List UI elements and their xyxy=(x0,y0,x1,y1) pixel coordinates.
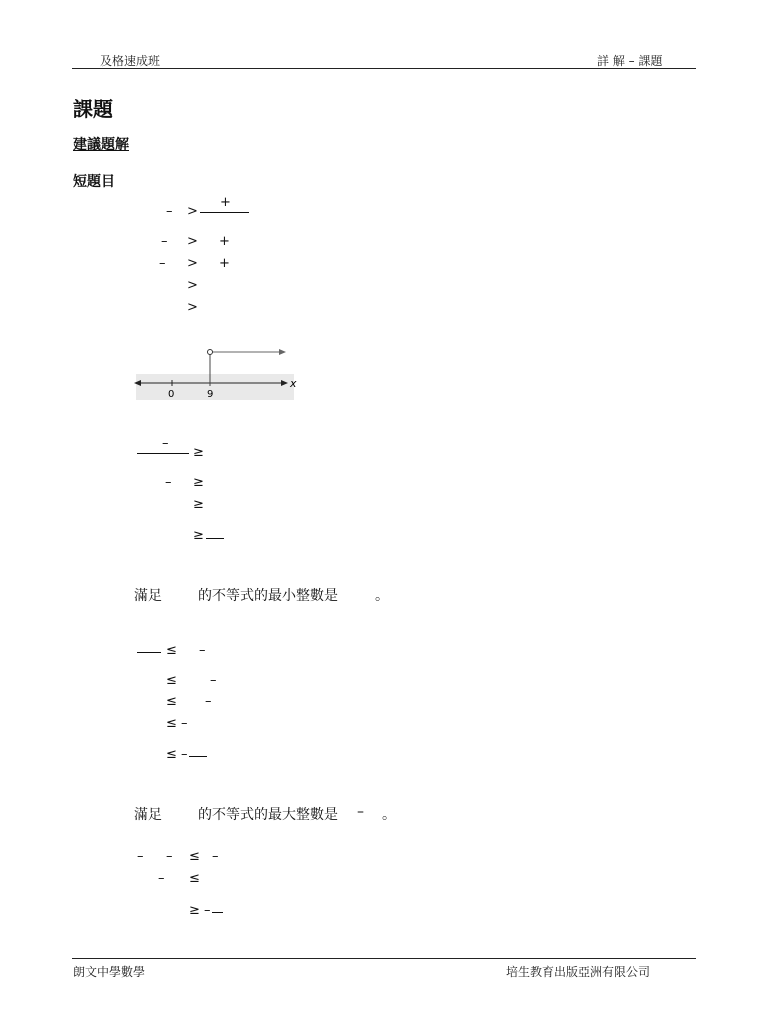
number-line-diagram xyxy=(134,340,300,402)
p3-row2-le: ≤ xyxy=(166,673,177,688)
page-title: 課題 xyxy=(73,97,113,121)
p1-row1-fraction-bar xyxy=(200,212,249,213)
section-subtitle: 建議題解 xyxy=(73,137,129,153)
p2-row1-fraction-bar xyxy=(137,453,189,454)
p2-row4-fraction-bar xyxy=(206,538,224,539)
footer-left: 朗文中學數學 xyxy=(73,965,146,979)
tick-label-0: 0 xyxy=(168,389,175,400)
p2-row1-ge: ≥ xyxy=(193,445,204,460)
header-rule xyxy=(72,68,696,69)
p2-answer-prefix: 滿足 xyxy=(134,588,162,604)
p3-answer-neg: – xyxy=(357,804,364,820)
header-right: 詳 解 – 課題 xyxy=(597,54,663,68)
p4-row2-le: ≤ xyxy=(189,871,200,886)
p1-row1-gt: > xyxy=(187,204,198,219)
p3-row3-le: ≤ xyxy=(166,694,177,709)
p1-row3-plus: + xyxy=(219,256,230,271)
p1-row1-frac-num: + xyxy=(220,195,231,210)
p1-row4-gt: > xyxy=(187,278,198,293)
p3-row1-fraction-bar xyxy=(137,652,161,653)
p2-row2-ge: ≥ xyxy=(193,475,204,490)
p2-answer-text: 的不等式的最小整數是 xyxy=(198,588,338,604)
p1-row1-minus: – xyxy=(166,204,173,219)
footer-rule xyxy=(72,958,696,959)
tick-label-9: 9 xyxy=(207,389,214,400)
header-left: 及格速成班 xyxy=(100,54,161,68)
p3-row5-le: ≤ – xyxy=(166,747,188,762)
p1-row2-plus: + xyxy=(219,234,230,249)
p3-answer-text: 的不等式的最大整數是 xyxy=(198,807,338,823)
p2-answer-end: 。 xyxy=(375,588,389,604)
p3-row3-minus: – xyxy=(205,694,212,709)
p1-row3-minus: – xyxy=(159,256,166,271)
p3-row1-minus: – xyxy=(199,643,206,658)
p3-row4-le: ≤ – xyxy=(166,716,188,731)
p3-row2-minus: – xyxy=(210,673,217,688)
p4-row1-minus-c: – xyxy=(212,849,219,864)
solution-ray-arrow xyxy=(279,349,286,355)
p2-row4-ge: ≥ xyxy=(193,528,204,543)
p4-row3-ge: ≥ – xyxy=(189,903,211,918)
number-line-shade xyxy=(136,374,294,400)
p4-row1-minus-b: – xyxy=(166,849,173,864)
axis-label-x: x xyxy=(290,377,297,390)
p4-row1-minus-a: – xyxy=(137,849,144,864)
p4-row2-minus: – xyxy=(158,871,165,886)
p2-row3-ge: ≥ xyxy=(193,497,204,512)
section-heading: 短題目 xyxy=(73,174,115,190)
p4-row3-fraction-bar xyxy=(212,912,223,913)
p2-row2-minus: – xyxy=(165,475,172,490)
p1-row5-gt: > xyxy=(187,300,198,315)
p3-answer-prefix: 滿足 xyxy=(134,807,162,823)
p3-row1-le: ≤ xyxy=(166,643,177,658)
p1-row2-gt: > xyxy=(187,234,198,249)
p1-row2-minus: – xyxy=(161,234,168,249)
p3-answer-end: 。 xyxy=(382,807,396,823)
p3-row5-fraction-bar xyxy=(189,756,207,757)
open-circle xyxy=(208,350,213,355)
footer-right: 培生教育出版亞洲有限公司 xyxy=(506,965,651,979)
p4-row1-le: ≤ xyxy=(189,849,200,864)
p1-row3-gt: > xyxy=(187,256,198,271)
p2-row1-frac-num: – xyxy=(162,436,169,451)
